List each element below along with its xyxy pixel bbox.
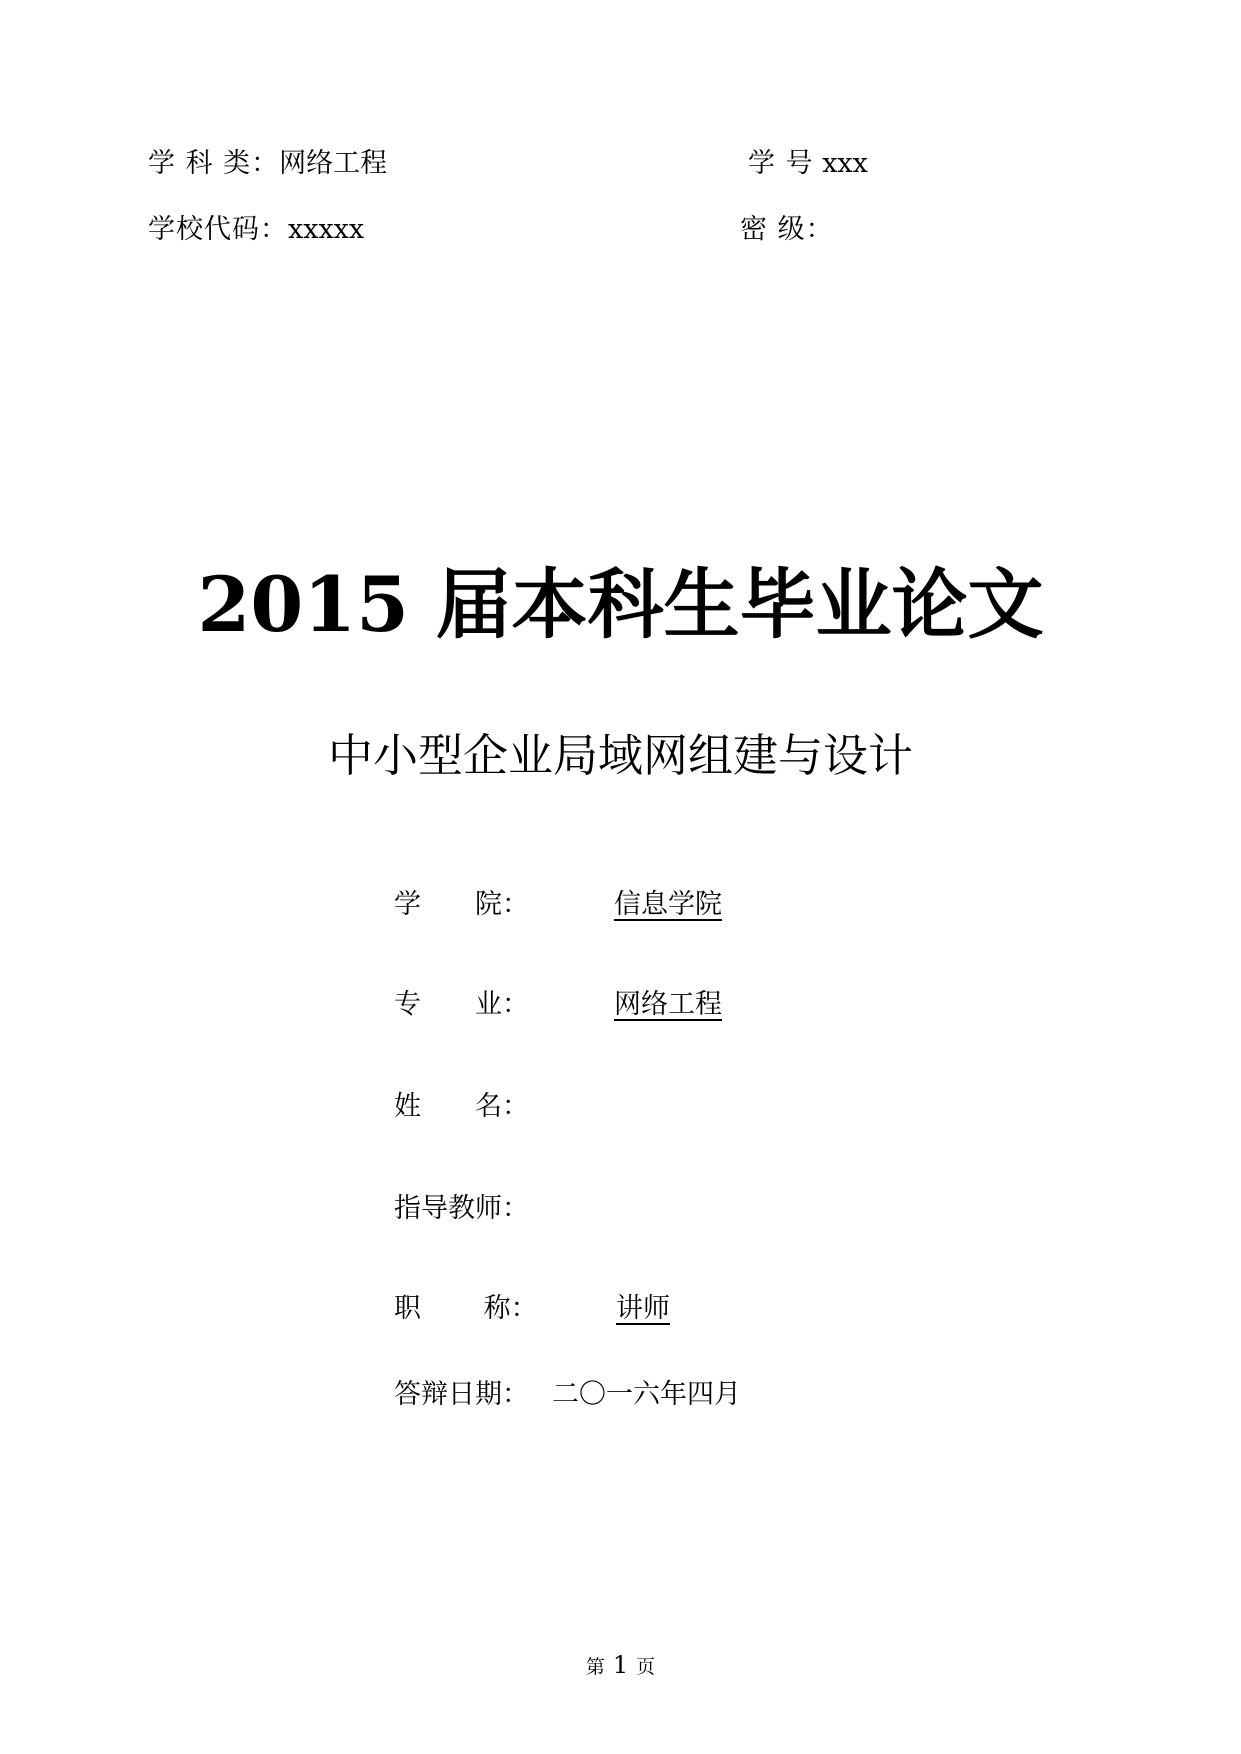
defense-date-value: 二〇一六年四月 [552, 1379, 741, 1410]
student-number-value: xxx [822, 148, 868, 179]
defense-date-label: 答辩日期： [394, 1379, 529, 1410]
college-value-field [540, 888, 722, 922]
rank-label: 职 称： [394, 1293, 538, 1324]
thesis-main-title: 2015 届本科生毕业论文 [197, 560, 1044, 649]
school-code-value: xxxxx [288, 214, 365, 245]
secret-level-row [740, 214, 834, 246]
major-label: 专 业： [394, 989, 529, 1020]
rank-value: 讲师 [616, 1293, 670, 1324]
rank-value-field [556, 1292, 670, 1326]
page-prefix: 第 [585, 1656, 605, 1678]
college-label: 学 院： [394, 889, 529, 920]
page-number: 1 [612, 1651, 629, 1679]
thesis-subtitle: 中小型企业局域网组建与设计 [327, 729, 913, 782]
school-code-label: 学校代码： [148, 214, 288, 245]
subject-category-label: 学 科 类： [148, 148, 280, 179]
major-value: 网络工程 [614, 989, 722, 1020]
page-suffix: 页 [636, 1656, 656, 1678]
subject-category-value: 网络工程 [279, 148, 388, 179]
college-value: 信息学院 [614, 889, 722, 920]
advisor-label: 指导教师： [394, 1193, 529, 1224]
secret-level-label: 密 级： [740, 214, 834, 245]
page-number-footer [0, 1651, 1241, 1681]
major-value-field [540, 988, 722, 1022]
student-number-row [748, 148, 868, 180]
student-number-label: 学 号 [748, 148, 814, 179]
name-label: 姓 名： [394, 1091, 529, 1122]
subject-category-row [148, 148, 387, 180]
school-code-row [148, 214, 364, 246]
